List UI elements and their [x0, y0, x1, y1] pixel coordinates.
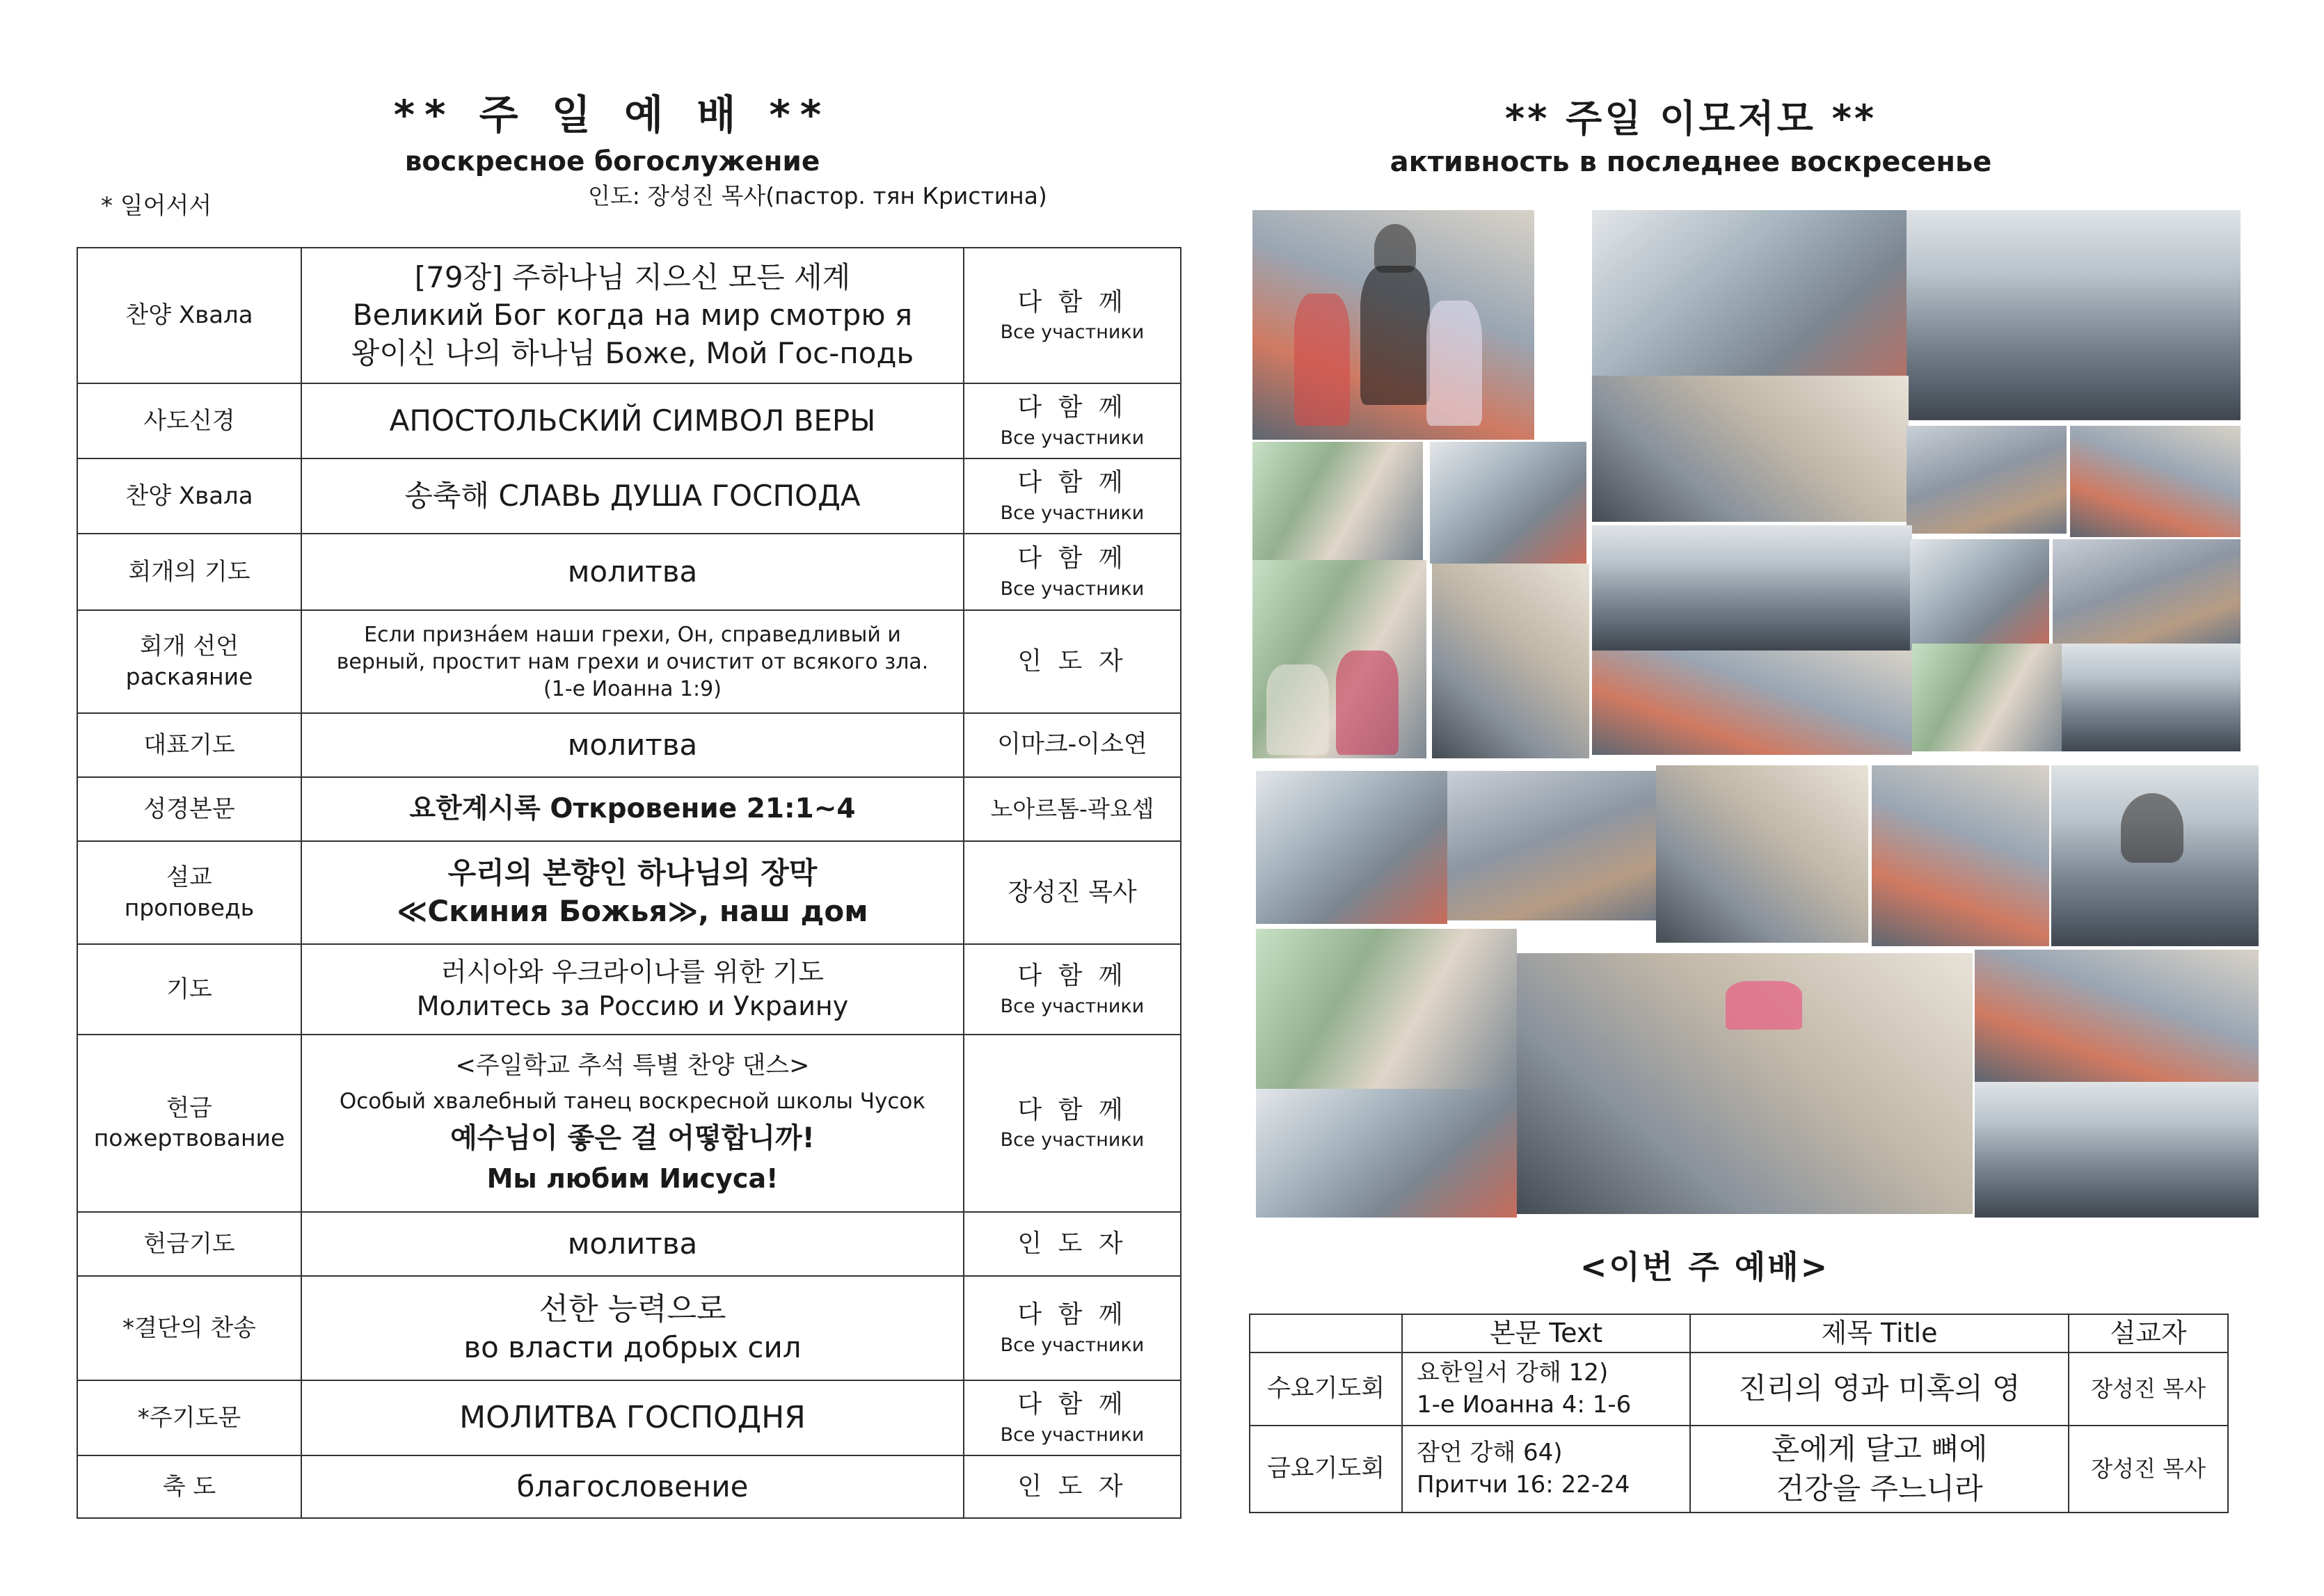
- order-item-name: 회개의 기도: [77, 534, 301, 610]
- stand-note: * 일어서서: [101, 192, 212, 220]
- table-header: 설교자: [2069, 1314, 2228, 1352]
- order-item-content: АПОСТОЛЬСКИЙ СИМВОЛ ВЕРЫ: [301, 383, 964, 458]
- order-item-content: [79장] 주하나님 지으신 모든 세계 Великий Бог когда на мир смотрю я 왕이신 나의 하나님 Боже, Мой Гос-подь: [301, 248, 964, 383]
- photo: [1592, 376, 1909, 522]
- table-row: [77, 1035, 1181, 1212]
- table-row: [77, 1380, 1181, 1455]
- preacher: 장성진 목사: [2069, 1426, 2228, 1513]
- order-item-content: 송축해 СЛАВЬ ДУША ГОСПОДА: [301, 458, 964, 534]
- order-item-name: 찬양 Хвала: [77, 458, 301, 534]
- table-header: 제목 Title: [1690, 1314, 2069, 1352]
- order-item-content: молитва: [301, 713, 964, 777]
- photo: [1975, 950, 2259, 1082]
- photo: [1432, 564, 1589, 758]
- photo: [1907, 210, 2241, 420]
- table-row: [77, 777, 1181, 841]
- photo: [1975, 1082, 2259, 1218]
- photo: [1872, 765, 2049, 946]
- table-row: [77, 1212, 1181, 1276]
- photo: [1252, 560, 1426, 758]
- photo: [1910, 539, 2049, 651]
- table-row: [77, 1276, 1181, 1380]
- order-item-name: *결단의 찬송: [77, 1276, 301, 1380]
- order-item-content: молитва: [301, 534, 964, 610]
- scripture-text: 요한일서 강해 12) 1-е Иоанна 4: 1-6: [1402, 1352, 1690, 1426]
- worship-order-table: [77, 247, 1181, 1519]
- preacher: 장성진 목사: [2069, 1352, 2228, 1426]
- order-item-content: 요한계시록 Откровение 21:1~4: [301, 777, 964, 841]
- section-subtitle: активность в последнее воскресенье: [1390, 146, 1992, 178]
- page-title: ** 주 일 예 배 **: [393, 91, 831, 138]
- table-header: [1250, 1314, 1402, 1352]
- order-item-name: 성경본문: [77, 777, 301, 841]
- table-header: 본문 Text: [1402, 1314, 1690, 1352]
- table-row: [77, 1455, 1181, 1518]
- order-item-name: 기도: [77, 944, 301, 1035]
- order-item-who: 다 함 께 Все участники: [964, 1276, 1181, 1380]
- photo: [2051, 765, 2259, 946]
- order-item-name: 대표기도: [77, 713, 301, 777]
- photo: [1252, 210, 1534, 440]
- photo: [1252, 442, 1423, 560]
- page-subtitle: воскресное богослужение: [404, 146, 820, 177]
- order-item-name: 헌금 пожертвование: [77, 1035, 301, 1212]
- this-week-heading: <이번 주 예배>: [1579, 1248, 1830, 1286]
- photo: [1912, 644, 2062, 751]
- photo: [1656, 765, 1868, 943]
- order-item-content: 선한 능력으로 во власти добрых сил: [301, 1276, 964, 1380]
- photo: [1592, 525, 1912, 651]
- this-week-table: [1249, 1314, 2229, 1513]
- photo: [1256, 771, 1447, 924]
- order-item-content: 우리의 본향인 하나님의 장막 ≪Скиния Божья≫, наш дом: [301, 841, 964, 944]
- order-item-who: 다 함 께 Все участники: [964, 534, 1181, 610]
- order-item-who: 인 도 자: [964, 1212, 1181, 1276]
- table-row: [1250, 1426, 2228, 1513]
- order-item-content: 러시아와 우크라이나를 위한 기도 Молитесь за Россию и Украину: [301, 944, 964, 1035]
- service-name: 수요기도회: [1250, 1352, 1402, 1426]
- order-item-who: 다 함 께 Все участники: [964, 458, 1181, 534]
- photo: [1592, 651, 1912, 755]
- photo: [1430, 442, 1586, 564]
- order-item-content: благословение: [301, 1455, 964, 1518]
- photo: [2053, 539, 2241, 644]
- order-item-who: 인 도 자: [964, 610, 1181, 713]
- table-row: [77, 841, 1181, 944]
- order-item-content: <주일학교 추석 특별 찬양 댄스> Особый хвалебный танец воскресной школы Чусок 예수님이 좋은 걸 어떻합니까! Мы любим Иисуса!: [301, 1035, 964, 1212]
- table-row: [77, 944, 1181, 1035]
- table-row: [1250, 1352, 2228, 1426]
- table-row: [77, 383, 1181, 458]
- order-item-who: 다 함 께 Все участники: [964, 944, 1181, 1035]
- order-item-who: 다 함 께 Все участники: [964, 383, 1181, 458]
- order-item-name: *주기도문: [77, 1380, 301, 1455]
- order-item-who: 노아르톰-곽요셉: [964, 777, 1181, 841]
- order-item-who: 다 함 께 Все участники: [964, 1035, 1181, 1212]
- photo: [1907, 426, 2067, 534]
- photo: [2070, 426, 2241, 537]
- order-item-who: 다 함 께 Все участники: [964, 248, 1181, 383]
- photo: [1517, 953, 1973, 1214]
- service-name: 금요기도회: [1250, 1426, 1402, 1513]
- section-title: ** 주일 이모저모 **: [1504, 97, 1877, 141]
- order-item-name: 축 도: [77, 1455, 301, 1518]
- table-row: [77, 610, 1181, 713]
- order-item-content: молитва: [301, 1212, 964, 1276]
- photo: [2062, 644, 2241, 751]
- scripture-text: 잠언 강해 64) Притчи 16: 22-24: [1402, 1426, 1690, 1513]
- order-item-name: 설교 проповедь: [77, 841, 301, 944]
- sermon-title: 진리의 영과 미혹의 영: [1690, 1352, 2069, 1426]
- order-item-content: Если признáем наши грехи, Он, справедливый и верный, простит нам грехи и очистит от всякого зла. (1-е Иоанна 1:9): [301, 610, 964, 713]
- order-item-name: 사도신경: [77, 383, 301, 458]
- photo: [1447, 771, 1656, 920]
- table-row: [77, 458, 1181, 534]
- order-item-who: 다 함 께 Все участники: [964, 1380, 1181, 1455]
- order-item-name: 찬양 Хвала: [77, 248, 301, 383]
- table-row: [77, 713, 1181, 777]
- order-item-content: МОЛИТВА ГОСПОДНЯ: [301, 1380, 964, 1455]
- photo: [1256, 929, 1517, 1089]
- table-row: [77, 534, 1181, 610]
- order-item-name: 헌금기도: [77, 1212, 301, 1276]
- order-item-who: 인 도 자: [964, 1455, 1181, 1518]
- order-item-who: 이마크-이소연: [964, 713, 1181, 777]
- order-item-name: 회개 선언 раскаяние: [77, 610, 301, 713]
- sermon-title: 혼에게 달고 뼈에 건강을 주느니라: [1690, 1426, 2069, 1513]
- order-item-who: 장성진 목사: [964, 841, 1181, 944]
- table-header-row: [1250, 1314, 2228, 1352]
- photo: [1256, 1089, 1517, 1218]
- leader-line: 인도: 장성진 목사(пастор. тян Кристина): [588, 182, 1047, 209]
- table-row: [77, 248, 1181, 383]
